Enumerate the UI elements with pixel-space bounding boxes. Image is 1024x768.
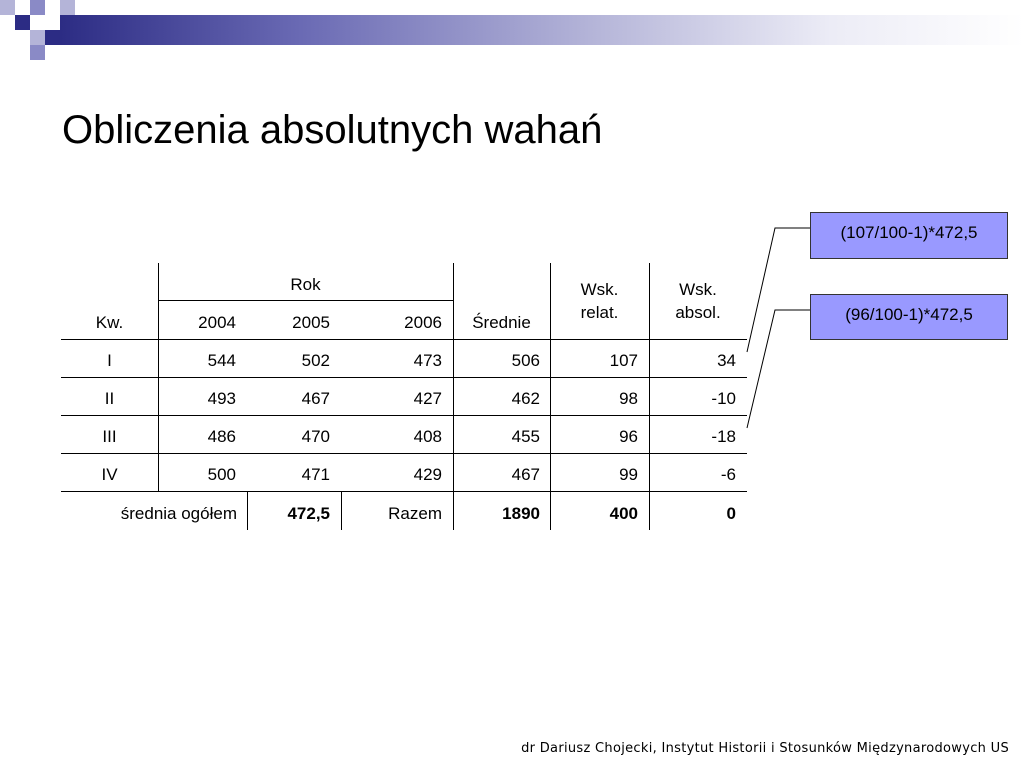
header-wsk-relat-line2: relat. (580, 303, 619, 322)
cell-srednie: 455 (511, 427, 540, 446)
slide-footer: dr Dariusz Chojecki, Instytut Historii i Stosunków Międzynarodowych US (521, 741, 1009, 756)
cell-absol: 34 (717, 351, 736, 370)
cell-kw: II (104, 389, 115, 408)
cell-2004: 486 (207, 427, 236, 446)
cell-2005: 502 (301, 351, 330, 370)
cell-2005: 471 (301, 465, 330, 484)
cell-2005: 467 (301, 389, 330, 408)
callout-connector-line (747, 310, 810, 428)
cell-2006: 429 (413, 465, 442, 484)
cell-2006: 427 (413, 389, 442, 408)
header-srednie: Średnie (472, 313, 531, 332)
header-year: 2006 (404, 313, 442, 332)
header-kw: Kw. (95, 313, 124, 332)
header-year: 2004 (198, 313, 236, 332)
header-wsk-absol-line1: Wsk. (679, 280, 717, 299)
cell-2006: 473 (413, 351, 442, 370)
formula-callout: (96/100-1)*472,5 (810, 294, 1008, 340)
cell-2005: 470 (301, 427, 330, 446)
cell-absol: -10 (711, 389, 736, 408)
cell-srednie: 506 (511, 351, 540, 370)
cell-relat: 107 (609, 351, 638, 370)
summary-total: 1890 (502, 504, 540, 523)
cell-srednie: 462 (511, 389, 540, 408)
header-wsk-relat-line1: Wsk. (580, 280, 619, 299)
cell-kw: IV (101, 465, 118, 484)
cell-2004: 493 (207, 389, 236, 408)
summary-relat-total: 400 (609, 504, 638, 523)
header-rok: Rok (290, 275, 321, 294)
summary-label: średnia ogółem (120, 504, 237, 523)
cell-absol: -18 (711, 427, 736, 446)
callout-connector-line (747, 228, 810, 352)
summary-absol-total: 0 (726, 504, 736, 523)
cell-2004: 500 (207, 465, 236, 484)
cell-relat: 98 (619, 389, 638, 408)
cell-relat: 99 (619, 465, 638, 484)
header-wsk-absol-line2: absol. (675, 303, 721, 322)
cell-srednie: 467 (511, 465, 540, 484)
header-year: 2005 (292, 313, 330, 332)
cell-relat: 96 (619, 427, 638, 446)
cell-2006: 408 (413, 427, 442, 446)
cell-absol: -6 (720, 465, 736, 484)
formula-callout: (107/100-1)*472,5 (810, 212, 1008, 259)
summary-mean: 472,5 (287, 504, 330, 523)
cell-kw: III (102, 427, 117, 446)
cell-2004: 544 (207, 351, 236, 370)
cell-kw: I (107, 351, 112, 370)
slide-title: Obliczenia absolutnych wahań (62, 108, 603, 152)
summary-razem: Razem (388, 504, 442, 523)
